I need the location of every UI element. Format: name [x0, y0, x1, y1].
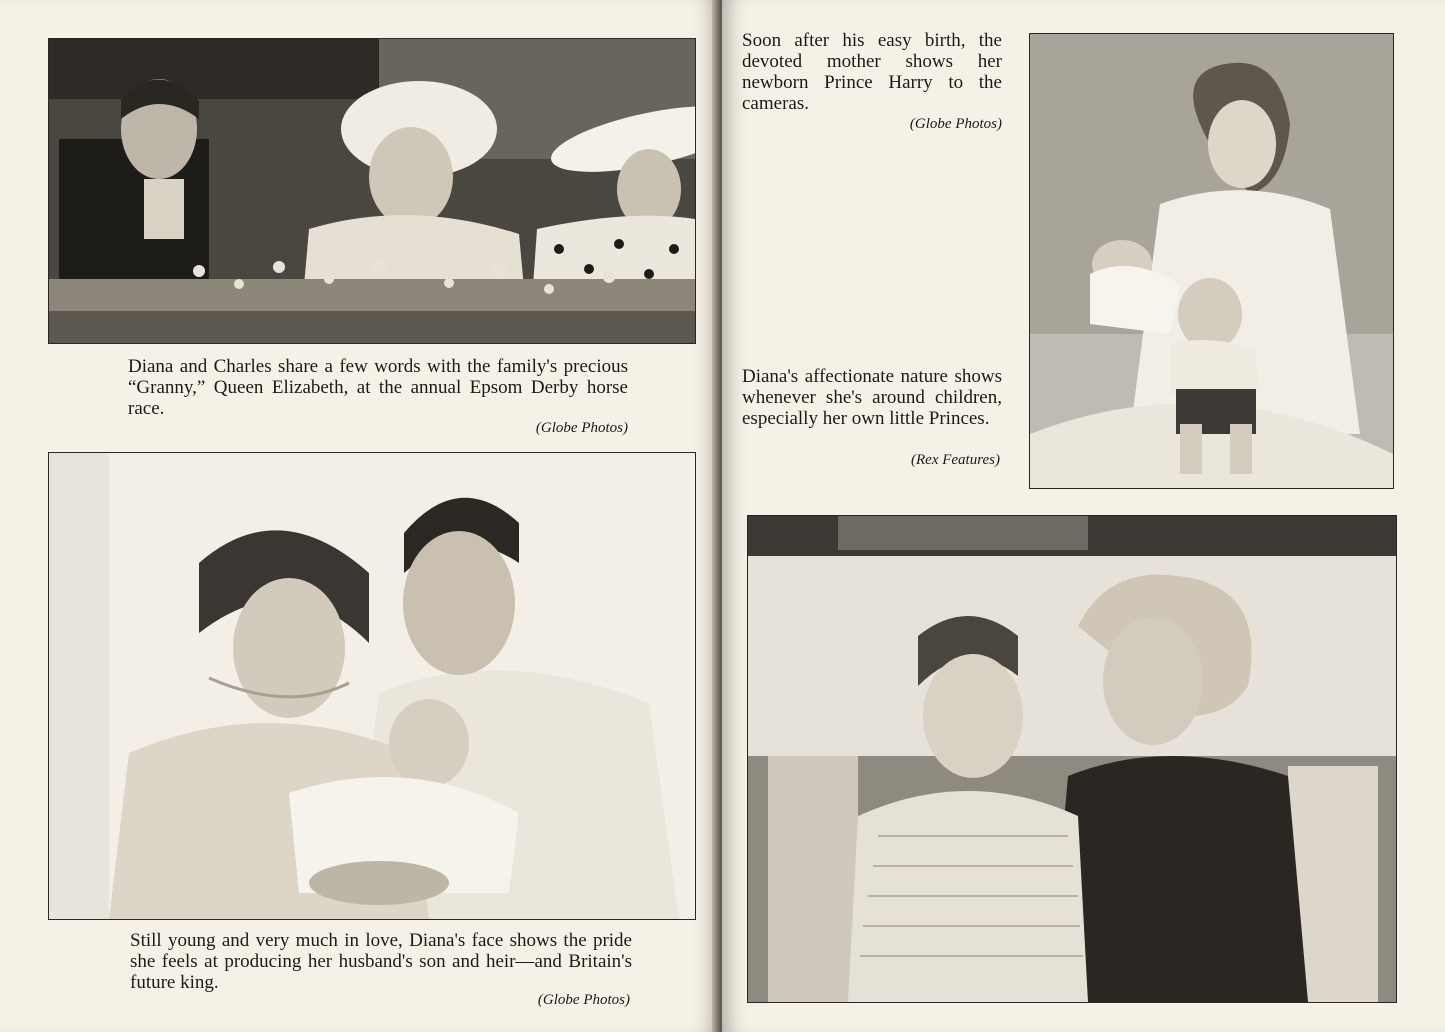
photo-diana-princes [1029, 33, 1394, 489]
caption-diana-charles-baby: Still young and very much in love, Diana's face shows the pride she feels at producing her husband's son and heir—and Britain's future king. [130, 930, 632, 993]
photo-diana-william-polo [747, 515, 1397, 1003]
credit-diana-charles-baby: (Globe Photos) [537, 992, 630, 1008]
right-page [722, 0, 1445, 1032]
caption-affectionate-nature: Diana's affectionate nature shows whenever she's around children, especially her own little Princes. [742, 366, 1002, 429]
caption-epsom-derby: Diana and Charles share a few words with the family's precious “Granny,” Queen Elizabeth, at the annual Epsom Derby horse race. [128, 356, 628, 419]
credit-epsom-derby: (Globe Photos) [535, 420, 628, 436]
left-page [0, 0, 718, 1032]
caption-prince-harry: Soon after his easy birth, the devoted mother shows her newborn Prince Harry to the cameras. [742, 30, 1002, 114]
photo-diana-charles-baby [48, 452, 696, 920]
credit-prince-harry: (Globe Photos) [909, 116, 1002, 132]
credit-affectionate-nature: (Rex Features) [911, 452, 1000, 468]
photo-epsom-derby [48, 38, 696, 344]
